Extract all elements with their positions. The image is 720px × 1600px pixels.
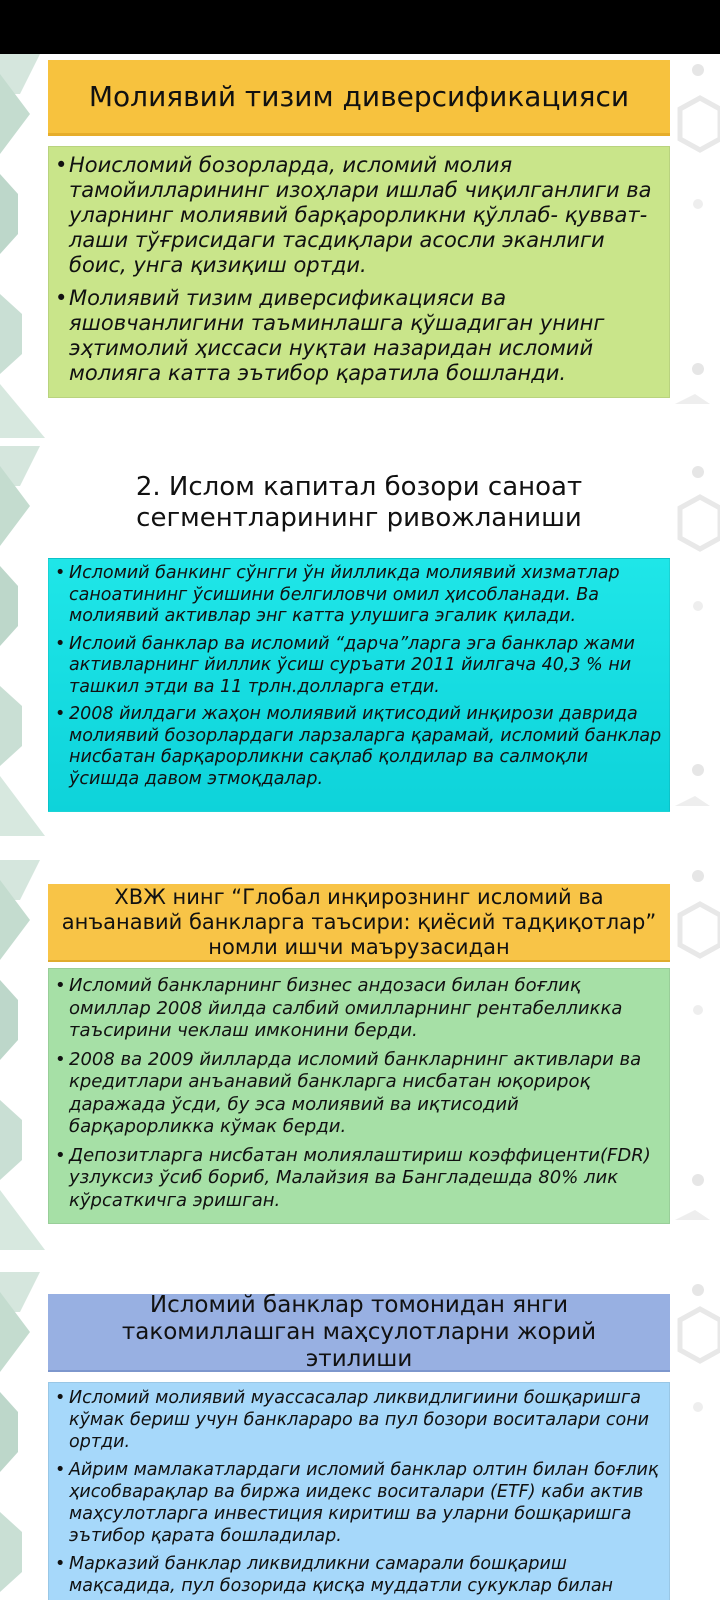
list-item: • Исломий банкларнинг бизнес андозаси билан боғлиқ омиллар 2008 йилда салбий омилларнинг рентабелликка таъсирини чеклаш имконини берди.	[49, 975, 663, 1043]
right-decoration	[665, 54, 720, 438]
list-item: • Депозитларга нисбатан молиялаштириш коэффиценти(FDR) узлуксиз ўсиб бориб, Малайзия ва Бангладешда 80% лик кўрсаткичга эришган.	[49, 1145, 663, 1213]
slide-4-title: Исломий банклар томонидан янги такомиллашган маҳсулотларни жорий этилиши	[48, 1294, 670, 1372]
list-item: • 2008 йилдаги жаҳон молиявий иқтисодий инқирози даврида молиявий бозорлардаги ларзаларга қарамай, исломий банклар нисбатан барқарорликни сақлаб қолдилар ва салмоқли ўсишда давом этмоқдалар.	[49, 704, 663, 790]
right-decoration	[665, 446, 720, 836]
slide-1-title: Молиявий тизим диверсификацияси	[48, 60, 670, 136]
slide-2	[0, 446, 720, 836]
list-item: • Исломий банкинг сўнгги ўн йилликда молиявий хизматлар саноатининг ўсишини белгиловчи омил ҳисобланади. Ва молиявий активлар энг катта улушига эгалик қилади.	[49, 563, 663, 628]
slide-2-content	[48, 558, 670, 812]
status-bar	[0, 0, 720, 54]
list-item: • Айрим мамлакатлардаги исломий банклар олтин билан боғлиқ ҳисобварақлар ва биржа иидекс воситалари (ETF) каби актив маҳсулотларга инвестиция киритиш ва уларни бошқаришга эътибор қарата бошладилар.	[49, 1459, 663, 1547]
slide-1-content	[48, 146, 670, 398]
slide-4	[0, 1272, 720, 1600]
list-item: • 2008 ва 2009 йилларда исломий банкларнинг активлари ва кредитлари анъанавий банкларга нисбатан юқорироқ даражада ўсди, бу эса молиявий ва иқтисодий барқарорликка кўмак берди.	[49, 1049, 663, 1139]
right-decoration	[665, 860, 720, 1250]
slide-3-content	[48, 968, 670, 1224]
slide-3	[0, 860, 720, 1250]
list-item: • Исломий молиявий муассасалар ликвидлигиини бошқаришга кўмак бериш учун банклараро ва пул бозори воситалари сони ортди.	[49, 1387, 663, 1453]
slide-3-title: ХВЖ нинг “Глобал инқирознинг исломий ва анъанавий банкларга таъсири: қиёсий тадқиқотлар” номли ишчи маърузасидан	[48, 884, 670, 962]
slide-2-title: 2. Ислом капитал бозори саноат сегментларининг ривожланиши	[135, 472, 583, 533]
slide-4-content	[48, 1382, 670, 1600]
slide-1	[0, 54, 720, 438]
list-item: • Марказий банклар ликвидликни самарали бошқариш мақсадида, пул бозорида қисқа муддатли сукуклар билан	[49, 1553, 663, 1597]
right-decoration	[665, 1272, 720, 1600]
list-item: • Ноисломий бозорларда, исломий молия тамойилларининг изоҳлари ишлаб чиқилганлиги ва уларнинг молиявий барқарорликни қўллаб- қувват-лаши тўғрисидаги тасдиқлари асосли эканлиги боис, унга қизиқиш ортди.	[49, 153, 663, 278]
list-item: • Молиявий тизим диверсификацияси ва яшовчанлигини таъминлашга қўшадиган унинг эҳтимолий ҳиссаси нуқтаи назаридан исломий молияга катта эътибор қаратила бошланди.	[49, 286, 663, 386]
list-item: • Ислоий банклар ва исломий “дарча”ларга эга банклар жами активларнинг йиллик ўсиш суръати 2011 йилгача 40,3 % ни ташкил этди ва 11 трлн.долларга етди.	[49, 634, 663, 699]
